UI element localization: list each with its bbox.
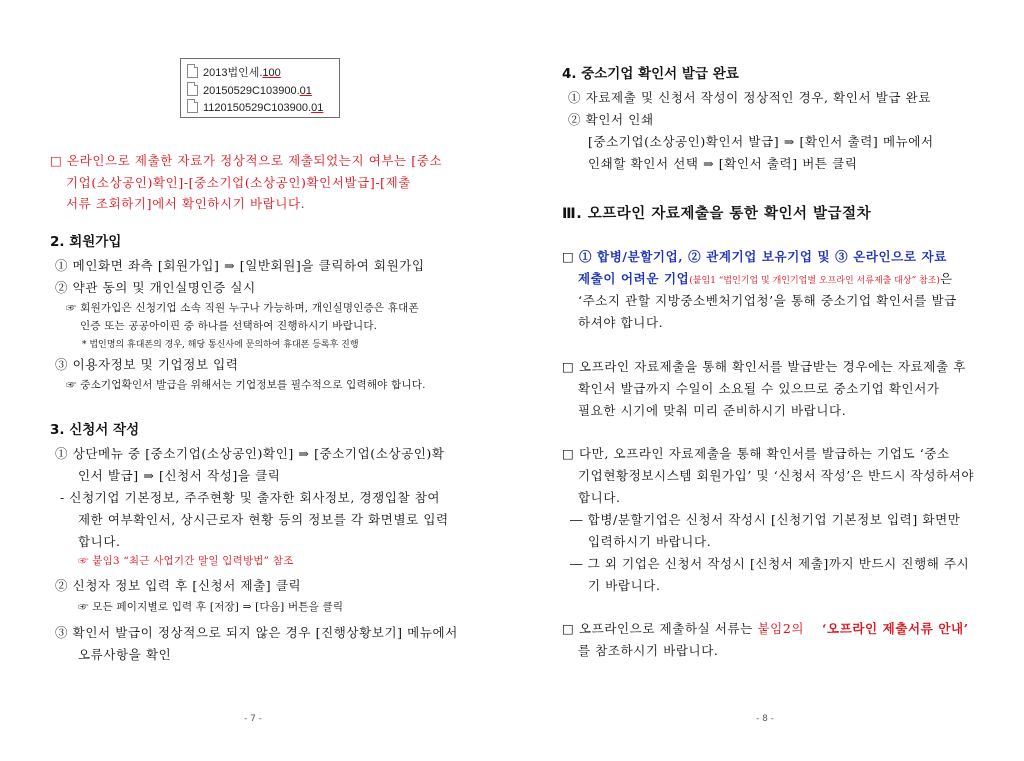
membership-step-1: ① 메인화면 좌측 [회원가입] ⇒ [일반회원]을 클릭하여 회원가입 [55,258,425,273]
offline-para-2-line-2: 확인서 발급까지 수일이 소요될 수 있으므로 중소기업 확인서가 [578,381,940,396]
offline-para-2-line-1: □ 오프라인 자료제출을 통해 확인서를 발급받는 경우에는 자료제출 후 [562,359,966,374]
offline-para-3-line-1: □ 다만, 오프라인 자료제출을 통해 확인서를 발급하는 기업도 ‘중소 [562,446,950,461]
file-icon [187,99,198,113]
application-dash-1a: - 신청기업 기본정보, 주주현황 및 출자한 회사정보, 경쟁입찰 참여 [60,490,441,505]
offline-para-1-line-3: ‘주소지 관할 지방중소벤처기업청’을 통해 중소기업 확인서를 발급 [578,293,957,308]
offline-para-3-line-2: 기업현황정보시스템 회원가입’ 및 ‘신청서 작성’은 반드시 작성하셔야 [578,468,975,483]
membership-note-2: ☞ 중소기업확인서 발급을 위해서는 기업정보를 필수적으로 입력해야 합니다. [66,379,426,391]
membership-note-1b: 인증 또는 공공아이핀 중 하나를 선택하여 진행하시기 바랍니다. [80,320,378,332]
offline-para-4-line-2: 를 참조하시기 바랍니다. [578,643,719,658]
issuance-step-2a: [중소기업(소상공인)확인서 발급] ⇒ [확인서 출력] 메뉴에서 [588,134,934,149]
file-icon [187,64,198,78]
page-8 [512,0,1024,761]
issuance-step-1: ① 자료제출 및 신청서 작성이 정상적인 경우, 확인서 발급 완료 [568,90,932,105]
notice-line-1: □ 온라인으로 제출한 자료가 정상적으로 제출되었는지 여부는 [중소 [50,153,443,168]
file-item: 2013법인세.100 [187,64,281,80]
membership-step-2: ② 약관 동의 및 개인실명인증 실시 [55,280,256,295]
issuance-step-2b: 인쇄할 확인서 선택 ⇒ [확인서 출력] 버튼 클릭 [588,156,858,171]
application-step-1b: 인서 발급] ⇒ [신청서 작성]을 클릭 [78,468,281,483]
issuance-step-2: ② 확인서 인쇄 [568,112,654,127]
file-list-screenshot [180,58,340,118]
offline-para-3-dash-1a: ― 합병/분할기업은 신청서 작성시 [신청기업 기본정보 입력] 화면만 [570,512,961,527]
attachment-reference: ☞ 붙임3 “최근 사업기간 말일 입력방법” 참조 [78,555,294,567]
file-icon [187,82,198,96]
notice-line-2: 기업(소상공인)확인]-[중소기업(소상공인)확인서발급]-[제출 [66,175,411,190]
application-dash-1b: 제한 여부확인서, 상시근로자 현황 등의 정보를 각 화면별로 입력 [78,512,449,527]
membership-note-1c: * 법인명의 휴대폰의 경우, 해당 통신사에 문의하여 휴대폰 등록후 진행 [82,340,359,350]
offline-para-3-dash-2a: ― 그 외 기업은 신청서 작성시 [신청서 제출]까지 반드시 진행해 주시 [570,556,970,571]
offline-para-3-line-3: 합니다. [578,490,621,505]
page-number: - 7 - [244,714,262,724]
notice-line-3: 서류 조회하기]에서 확인하시기 바랍니다. [66,196,306,211]
membership-step-3: ③ 이용자정보 및 기업정보 입력 [55,357,239,372]
application-step-3b: 오류사항을 확인 [78,647,172,662]
application-note-3: ☞ 모든 페이지별로 입력 후 [저장] ⇒ [다음] 버튼을 클릭 [78,601,344,613]
file-item: 1120150529C103900.01 [187,99,323,115]
offline-para-1-line-4: 하셔야 합니다. [578,315,664,330]
application-dash-1c: 합니다. [78,534,121,549]
application-step-1a: ① 상단메뉴 중 [중소기업(소상공인)확인] ⇒ [중소기업(소상공인)확 [55,446,445,461]
offline-para-1-line-1: □ ① 합병/분할기업, ② 관계기업 보유기업 및 ③ 온라인으로 자료 [562,249,947,264]
membership-note-1a: ☞ 회원가입은 신청기업 소속 직원 누구나 가능하며, 개인실명인증은 휴대폰 [66,302,419,314]
application-step-3a: ③ 확인서 발급이 정상적으로 되지 않은 경우 [진행상황보기] 메뉴에서 [55,625,458,640]
section-heading-offline-procedure: Ⅲ. 오프라인 자료제출을 통한 확인서 발급절차 [562,206,872,222]
offline-para-2-line-3: 필요한 시기에 맞춰 미리 준비하시기 바랍니다. [578,403,847,418]
section-heading-membership: 2. 회원가입 [50,234,122,250]
section-heading-issuance-complete: 4. 중소기업 확인서 발급 완료 [562,66,739,82]
section-heading-application: 3. 신청서 작성 [50,422,140,438]
application-step-2: ② 신청자 정보 입력 후 [신청서 제출] 클릭 [55,578,302,593]
file-item: 20150529C103900.01 [187,82,312,98]
offline-para-1-line-2: 제출이 어려운 기업(붙임1 “법인기업 및 개인기업별 오프라인 서류제출 대상” 참조)은 [578,271,953,286]
page-number: - 8 - [756,714,774,724]
offline-para-4-line-1: □ 오프라인으로 제출하실 서류는 붙임2의 ‘오프라인 제출서류 안내’ [562,621,969,636]
offline-para-3-dash-2b: 기 바랍니다. [588,578,661,593]
offline-para-3-dash-1b: 입력하시기 바랍니다. [588,534,712,549]
